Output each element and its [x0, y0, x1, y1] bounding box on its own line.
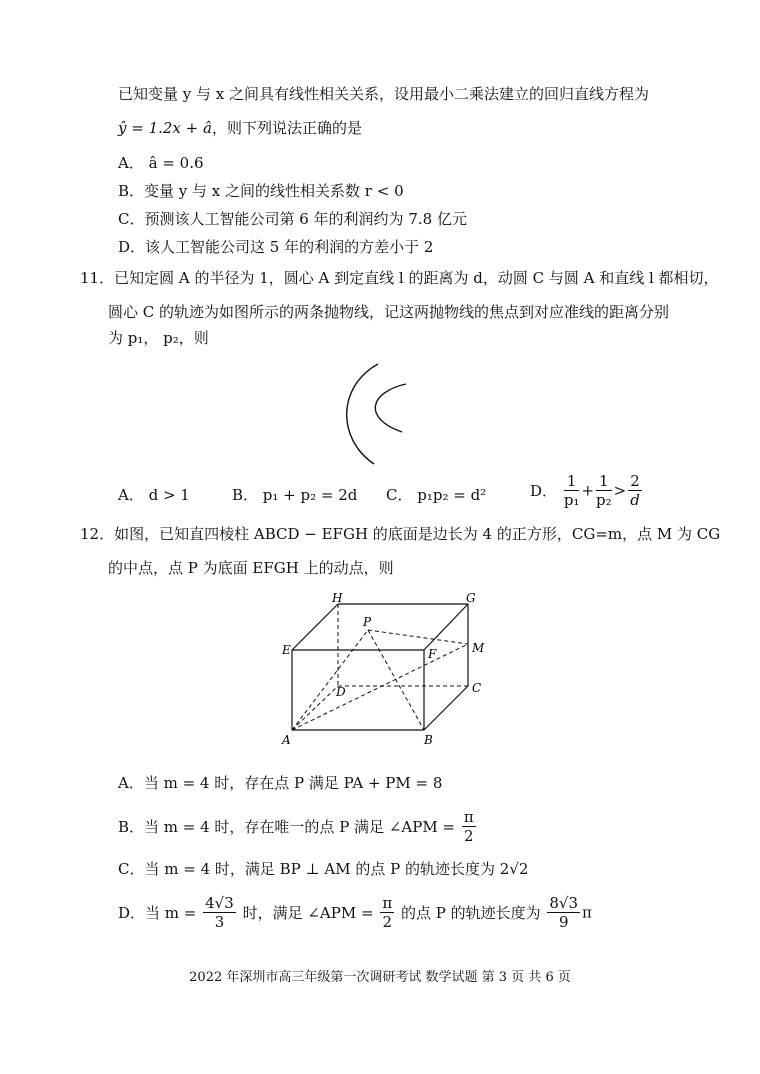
edge-AD-hidden	[292, 686, 338, 730]
outer-parabola	[347, 364, 378, 464]
q10-option-b: B．变量 y 与 x 之间的线性相关系数 r < 0	[118, 182, 404, 200]
frac-1-over-p1	[564, 472, 580, 509]
q12-option-d	[118, 894, 592, 931]
q11-option-d	[530, 472, 644, 509]
frac-num: 1	[564, 472, 580, 491]
q12-option-d-text-3: 的点 P 的轨迹长度为	[400, 904, 541, 922]
frac-4root3-over-3	[203, 894, 236, 931]
q11-option-c: C． p₁p₂ = d²	[386, 486, 487, 504]
inner-parabola	[375, 384, 406, 432]
q11-stem-line2: 圆心 C 的轨迹为如图所示的两条抛物线，记这两抛物线的焦点到对应准线的距离分别	[108, 303, 670, 321]
page-footer: 2022 年深圳市高三年级第一次调研考试 数学试题 第 3 页 共 6 页	[189, 970, 571, 985]
frac-den: p₂	[596, 491, 612, 509]
label-G: G	[466, 592, 476, 605]
q11-parabolas-figure	[330, 358, 410, 470]
label-M: M	[472, 641, 485, 655]
frac-den: 9	[558, 913, 569, 931]
frac-den: 2	[463, 827, 474, 845]
segment-AM	[292, 644, 468, 730]
segment-PB	[368, 630, 424, 730]
q10-stem-line1: 已知变量 y 与 x 之间具有线性相关关系，设用最小二乘法建立的回归直线方程为	[118, 85, 650, 103]
q12-option-c: C．当 m = 4 时，满足 BP ⊥ AM 的点 P 的轨迹长度为 2√2	[118, 860, 529, 878]
label-B: B	[424, 733, 433, 747]
segment-AP	[292, 630, 368, 730]
q12-prism-figure	[276, 592, 496, 752]
q12-stem-line1: 12．如图，已知直四棱柱 ABCD − EFGH 的底面是边长为 4 的正方形，CG=m，点 M 为 CG	[80, 525, 721, 543]
q11-stem-line1: 11．已知定圆 A 的半径为 1，圆心 A 到定直线 l 的距离为 d，动圆 C 与圆 A 和直线 l 都相切，	[80, 269, 719, 287]
frac-den: 3	[214, 913, 225, 931]
frac-num: 8√3	[549, 894, 579, 912]
frac-pi-over-2-d	[380, 894, 394, 931]
frac-2-over-d	[628, 472, 642, 509]
label-E: E	[282, 643, 291, 657]
frac-den: d	[630, 491, 640, 509]
frac-num: 2	[630, 472, 640, 490]
frac-num: 1	[596, 472, 612, 491]
label-C: C	[472, 681, 482, 695]
q10-option-d: D．该人工智能公司这 5 年的利润的方差小于 2	[118, 238, 434, 256]
q12-stem-line2: 的中点，点 P 为底面 EFGH 上的动点，则	[108, 559, 394, 577]
edge-BC	[424, 686, 468, 730]
label-A: A	[282, 733, 291, 747]
frac-num: π	[382, 894, 393, 912]
q11-option-a: A． d > 1	[118, 486, 190, 504]
q12-option-d-text-1: D．当 m =	[118, 904, 197, 922]
q11-stem-line3: 为 p₁， p₂，则	[108, 329, 209, 347]
segment-PM	[368, 630, 468, 644]
frac-den: 2	[382, 913, 393, 931]
frac-num: 4√3	[205, 894, 234, 912]
q12-option-a: A．当 m = 4 时，存在点 P 满足 PA + PM = 8	[118, 774, 443, 792]
label-D: D	[336, 685, 346, 699]
q10-regression-equation: ŷ = 1.2x + â	[118, 119, 212, 137]
q12-option-d-text-2: 时，满足 ∠APM =	[242, 904, 374, 922]
q10-option-c: C．预测该人工智能公司第 6 年的利润约为 7.8 亿元	[118, 210, 467, 228]
label-F: F	[428, 647, 437, 661]
q12-option-b	[118, 808, 478, 845]
frac-pi-over-2	[462, 808, 476, 845]
frac-num: π	[463, 808, 474, 826]
q11-option-d-label: D．	[530, 482, 558, 500]
frac-den: p₁	[563, 491, 580, 509]
frac-8root3-over-9	[547, 894, 580, 931]
q12-option-b-text: B．当 m = 4 时，存在唯一的点 P 满足 ∠APM =	[118, 818, 456, 836]
q12-option-d-pi: π	[582, 903, 592, 922]
label-H: H	[332, 592, 343, 605]
plus-sign: +	[581, 481, 595, 500]
frac-1-over-p2	[596, 472, 612, 509]
label-P: P	[363, 615, 372, 629]
q11-option-b: B． p₁ + p₂ = 2d	[232, 486, 358, 504]
q10-stem-line2	[118, 118, 362, 138]
q10-stem-tail: ，则下列说法正确的是	[211, 119, 362, 137]
edge-EH	[292, 604, 338, 650]
q10-option-a: A． â = 0.6	[118, 154, 204, 172]
gt-sign: >	[613, 481, 627, 500]
